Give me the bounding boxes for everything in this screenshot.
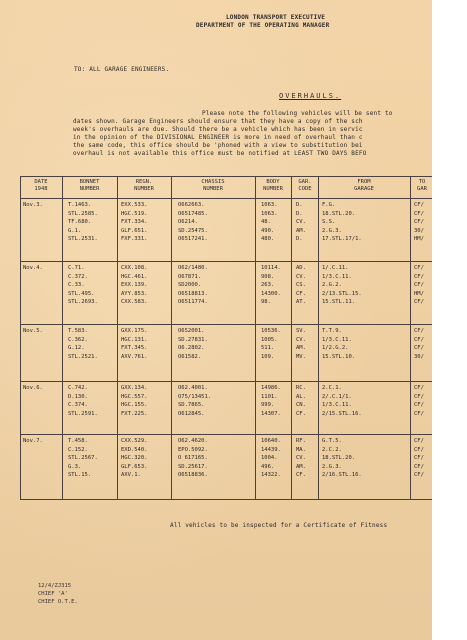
page-margin [432,0,467,640]
table-col-divider [410,176,411,500]
row-chassis: O662663. O6517485. O6214. SD.25475. O6517241. [178,202,208,242]
row-date: Nov.5. [23,328,43,334]
table-row-divider [20,324,432,325]
table-row-divider [20,261,432,262]
row-to: CF/ CF/ CF/ CF/ CF/ [414,438,424,478]
overhaul-schedule-table [20,176,432,500]
row-bonnet: C.71. C.372. C.33. STL.495. STL.2693. [68,265,98,305]
row-date: Nov.6. [23,385,43,391]
table-col-divider [20,176,21,500]
row-body: 10640. 14439. 1004. 496. 14322. [261,438,281,478]
row-to: CF/ CF/ CF/ HM/ CF/ [414,265,424,305]
row-date: Nov.4. [23,265,43,271]
row-bonnet: T.1463. STL.2585. TF.680. G.1. STL.2531. [68,202,98,242]
col-header-date: DATE 1948 [34,179,48,192]
memo-title: OVERHAULS. [279,92,342,100]
row-body: 10114. 908. 263. 14300. 98. [261,265,281,305]
row-body: 1063. 1063. 48. 490. 480. [261,202,278,242]
table-col-divider [62,176,63,500]
table-col-divider [318,176,319,500]
row-bonnet: T.583. C.362. G.12. STL.2521. [68,328,98,360]
row-regn: CXX.529. EXD.540. HGC.320. GLF.653. AXV.1. [121,438,148,478]
table-row-divider [20,381,432,382]
table-header-divider [20,198,432,199]
row-date: Nov.7. [23,438,43,444]
row-bonnet: T.458. C.152. STL.2567. G.3. STL.15. [68,438,98,478]
col-header-regn: REGN. NUMBER [134,179,154,192]
col-header-to: TO GAR [417,179,427,192]
row-bonnet: C.742. D.130. C.374. STL.2591. [68,385,98,417]
row-code: RC. AL. CN. CF. [296,385,306,417]
row-code: SV. CV. AM. MV. [296,328,306,360]
table-border-bottom [20,499,432,500]
row-chassis: O652001. SD.27831. O6.2802. O61582. [178,328,208,360]
row-chassis: O62.4620. EPO.5092. O 617165. SD.25617. O6518836. [178,438,208,478]
paragraph-line-5: the same code, this office should be 'phoned with a view to substitution bei [73,142,363,149]
reference-stamp-line-3: CHIEF O.T.E. [38,599,78,605]
row-to: CF/ CF/ CF/ 30/ [414,328,424,360]
footer-note: All vehicles to be inspected for a Certificate of Fitness [170,522,388,529]
row-from: G.T.5. 2.C.2. 18.STL.20. 2.G.3. 2/16.STL.16. [322,438,362,478]
row-regn: GXX.134. HGC.557. HGC.155. FXT.225. [121,385,148,417]
row-from: 2.C.1. 2/.C.1/1. 1/3.C.11. 2/15.STL.16. [322,385,362,417]
paragraph-line-6: overhaul is not available this office must be notified at LEAST TWO DAYS BEFO [73,150,367,157]
col-header-body: BODY NUMBER [263,179,283,192]
row-body: 10536. 1005. 511. 109. [261,328,281,360]
row-chassis: O62/1480. O67871. SD2000. O6518813. O6511774. [178,265,208,305]
table-col-divider [255,176,256,500]
row-regn: EXX.533. HGC.519. FXT.334. GLF.651. FXF.331. [121,202,148,242]
table-border-top [20,176,432,177]
row-code: AD. CV. CS. CF. AT. [296,265,306,305]
reference-stamp-line-2: CHIEF 'A' [38,591,68,597]
row-from: F.G. 18.STL.20. S.S. 2.G.3. 17.STL.17/1. [322,202,362,242]
row-body: 14986. 1101. 999. 14307. [261,385,281,417]
row-from: 1/.C.11. 1/3.C.11. 2.G.2. 2/13.STL.15. 15.STL.11. [322,265,362,305]
header-line-1: LONDON TRANSPORT EXECUTIVE [226,14,326,21]
table-row-divider [20,434,432,435]
col-header-code: GAR. CODE [298,179,312,192]
row-chassis: O62.4001. O75/13451. SD.7865. O612845. [178,385,212,417]
col-header-chassis: CHASSIS NUMBER [201,179,225,192]
header-line-2: DEPARTMENT OF THE OPERATING MANAGER [196,22,330,29]
row-to: CF/ CF/ CF/ CF/ [414,385,424,417]
col-header-bonnet: BONNET NUMBER [79,179,100,192]
row-date: Nov.3. [23,202,43,208]
to-line: TO: ALL GARAGE ENGINEERS. [74,66,170,73]
paragraph-line-1: Please note the following vehicles will be sent to [202,110,393,117]
row-code: RF. MA. CV. AM. CF. [296,438,306,478]
paragraph-line-3: week's overhauls are due. Should there be a vehicle which has been in servic [73,126,363,133]
row-code: D. D. CV. AM. D. [296,202,306,242]
row-to: CF/ CF/ CF/ 30/ HM/ [414,202,424,242]
row-regn: GXX.175. HGC.131. FXT.345. AXV.761. [121,328,148,360]
col-header-from: FROM GARAGE [354,179,374,192]
reference-stamp-line-1: 12/4/ZJ315 [38,583,72,589]
row-regn: CXX.108. HGC.461. EXX.139. AYY.853. CXX.583. [121,265,148,305]
table-col-divider [291,176,292,500]
row-from: T.T.9. 1/3.C.11. 1/2.G.2. 15.STL.10. [322,328,356,360]
table-col-divider [171,176,172,500]
paragraph-line-4: in the opinion of the DIVISIONAL ENGINEER is more in need of overhaul than c [73,134,363,141]
table-col-divider [117,176,118,500]
paragraph-line-2: dates shown. Garage Engineers should ensure that they have a copy of the sch [73,118,363,125]
